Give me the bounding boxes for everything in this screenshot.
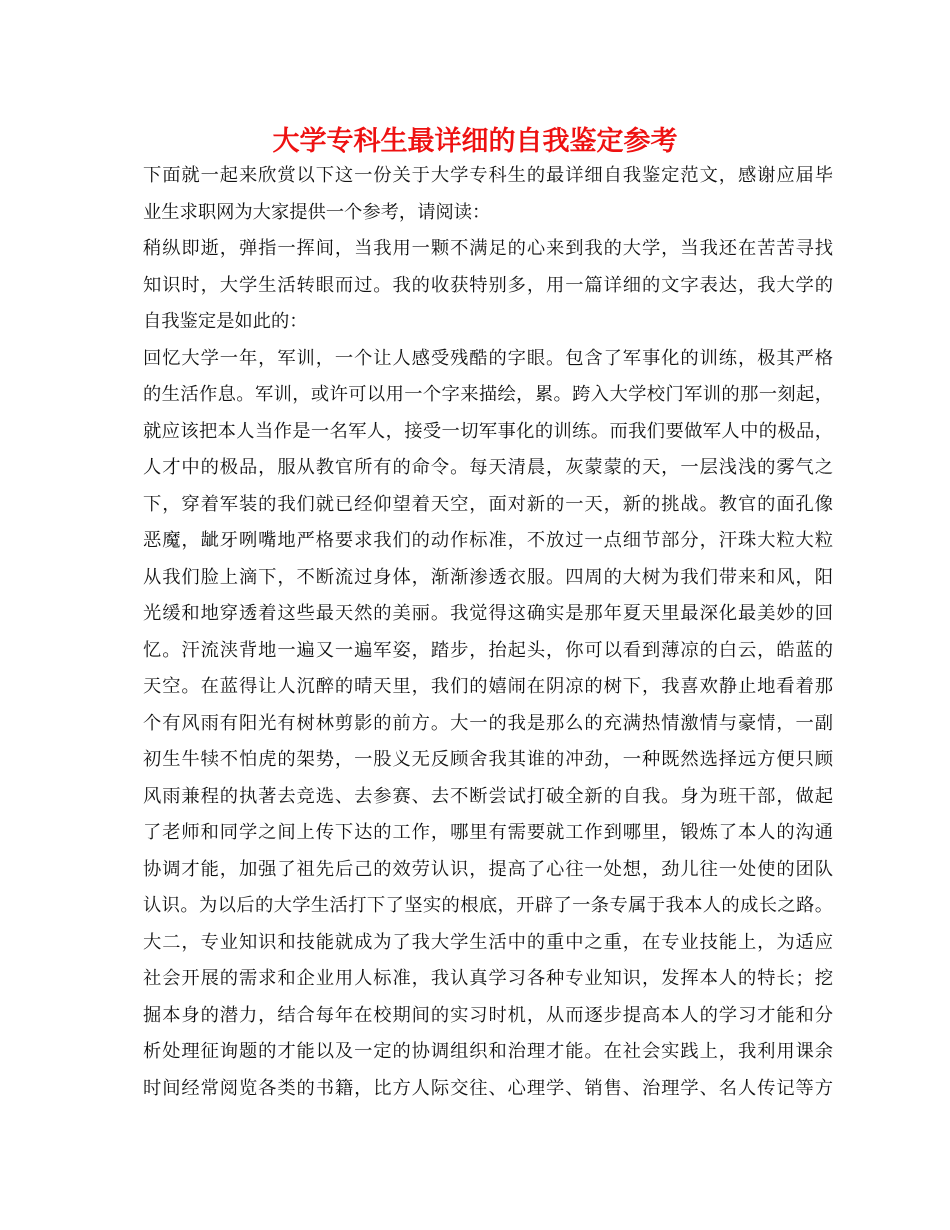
- text-line: 协调才能，加强了祖先后己的效劳认识，提高了心往一处想，劲儿往一处使的团队: [143, 858, 833, 880]
- text-line: 掘本身的潜力，结合每年在校期间的实习时机，从而逐步提高本人的学习才能和分: [143, 1004, 833, 1026]
- text-line: 回忆大学一年，军训，一个让人感受残酷的字眼。包含了军事化的训练，极其严格: [143, 347, 833, 369]
- text-line: 个有风雨有阳光有树林剪影的前方。大一的我是那么的充满热情激情与豪情，一副: [143, 712, 833, 734]
- document-body: [143, 158, 833, 1107]
- text-line: 人才中的极品，服从教官所有的命令。每天清晨，灰蒙蒙的天，一层浅浅的雾气之: [143, 457, 833, 478]
- text-line: 社会开展的需求和企业用人标准，我认真学习各种专业知识，发挥本人的特长；挖: [143, 968, 833, 989]
- text-line: 稍纵即逝，弹指一挥间，当我用一颗不满足的心来到我的大学，当我还在苦苦寻找: [143, 238, 833, 259]
- text-line: 业生求职网为大家提供一个参考，请阅读：: [143, 201, 491, 223]
- text-line: 恶魔，龇牙咧嘴地严格要求我们的动作标准，不放过一点细节部分，汗珠大粒大粒: [143, 530, 833, 551]
- text-line: 初生牛犊不怕虎的架势，一股义无反顾舍我其谁的冲劲，一种既然选择远方便只顾: [143, 749, 833, 770]
- text-line: 就应该把本人当作是一名军人，接受一切军事化的训练。而我们要做军人中的极品，: [143, 420, 833, 442]
- text-line: 天空。在蓝得让人沉醉的晴天里，我们的嬉闹在阴凉的树下，我喜欢静止地看着那: [143, 676, 833, 697]
- text-line: 自我鉴定是如此的：: [143, 311, 308, 332]
- text-line: 下，穿着军装的我们就已经仰望着天空，面对新的一天，新的挑战。教官的面孔像: [143, 493, 833, 515]
- text-line: 忆。汗流浃背地一遍又一遍军姿，踏步，抬起头，你可以看到薄凉的白云，皓蓝的: [143, 639, 833, 661]
- text-line: 认识。为以后的大学生活打下了坚实的根底，开辟了一条专属于我本人的成长之路。: [143, 895, 833, 916]
- text-line: 析处理征询题的才能以及一定的协调组织和治理才能。在社会实践上，我利用课余: [143, 1041, 833, 1062]
- text-line: 的生活作息。军训，或许可以用一个字来描绘，累。跨入大学校门军训的那一刻起，: [143, 384, 833, 405]
- text-line: 了老师和同学之间上传下达的工作，哪里有需要就工作到哪里，锻炼了本人的沟通: [143, 822, 833, 843]
- text-line: 大二，专业知识和技能就成为了我大学生活中的重中之重，在专业技能上，为适应: [143, 931, 833, 953]
- text-line: 从我们脸上滴下，不断流过身体，渐渐渗透衣服。四周的大树为我们带来和风，阳: [143, 566, 833, 588]
- document-title: 大学专科生最详细的自我鉴定参考: [272, 126, 678, 157]
- text-line: 知识时，大学生活转眼而过。我的收获特别多，用一篇详细的文字表达，我大学的: [143, 274, 833, 296]
- text-line: 光缓和地穿透着这些最天然的美丽。我觉得这确实是那年夏天里最深化最美妙的回: [143, 603, 833, 624]
- text-line: 风雨兼程的执著去竞选、去参赛、去不断尝试打破全新的自我。身为班干部，做起: [143, 785, 833, 807]
- text-line: 时间经常阅览各类的书籍，比方人际交往、心理学、销售、治理学、名人传记等方: [143, 1077, 833, 1099]
- text-line: 下面就一起来欣赏以下这一份关于大学专科生的最详细自我鉴定范文，感谢应届毕: [143, 165, 833, 186]
